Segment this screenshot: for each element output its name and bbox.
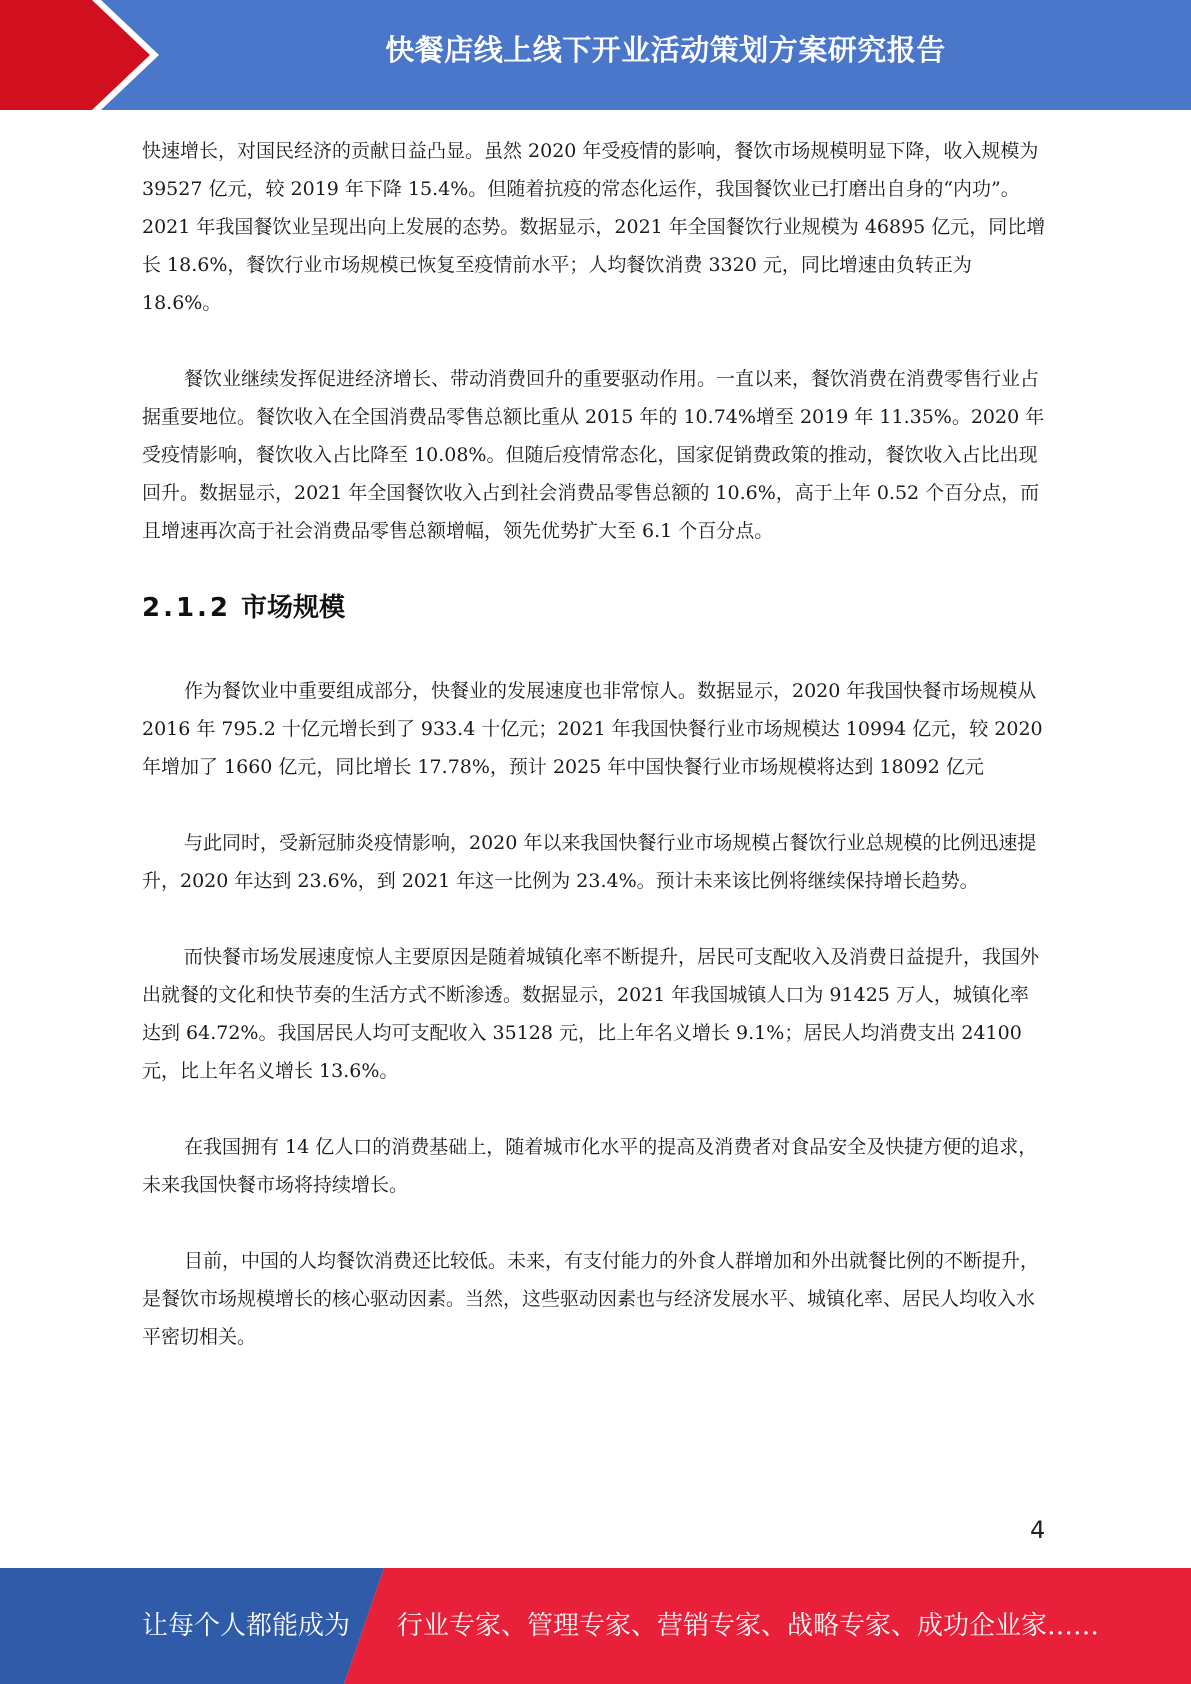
section-number: 2.1.2	[142, 593, 232, 623]
paragraph-text: 目前，中国的人均餐饮消费还比较低。未来，有支付能力的外食人群增加和外出就餐比例的不断提升，是餐饮市场规模增长的核心驱动因素。当然，这些驱动因素也与经济发展水平、城镇化率、居民人均收入水平密切相关。	[142, 1250, 1040, 1348]
paragraph-text: 快速增长，对国民经济的贡献日益凸显。虽然 2020 年受疫情的影响，餐饮市场规模明显下降，收入规模为 39527 亿元，较 2019 年下降 15.4%。但随着抗疫的常态化运作，我国餐饮业已打磨出自身的“内功”。2021 年我国餐饮业呈现出向上发展的态势。数据显示，2021 年全国餐饮行业规模为 46895 亿元，同比增长 18.6%，餐饮行业市场规模已恢复至疫情前水平；人均餐饮消费 3320 元，同比增速由负转正为 18.6%。	[142, 140, 1046, 314]
paragraph-text: 餐饮业继续发挥促进经济增长、带动消费回升的重要驱动作用。一直以来，餐饮消费在消费零售行业占据重要地位。餐饮收入在全国消费品零售总额比重从 2015 年的 10.74%增至 2019 年 11.35%。2020 年受疫情影响，餐饮收入占比降至 10.08%。但随后疫情常态化，国家促销费政策的推动，餐饮收入占比出现回升。数据显示，2021 年全国餐饮收入占到社会消费品零售总额的 10.6%，高于上年 0.52 个百分点，而且增速再次高于社会消费品零售总额增幅，领先优势扩大至 6.1 个百分点。	[142, 368, 1045, 542]
paragraph-text: 在我国拥有 14 亿人口的消费基础上，随着城市化水平的提高及消费者对食品安全及快捷方便的追求，未来我国快餐市场将持续增长。	[142, 1136, 1038, 1196]
page-footer	[0, 1568, 1191, 1684]
paragraph-text: 作为餐饮业中重要组成部分，快餐业的发展速度也非常惊人。数据显示，2020 年我国快餐市场规模从 2016 年 795.2 十亿元增长到了 933.4 十亿元；2021 年我国快餐行业市场规模达 10994 亿元，较 2020 年增加了 1660 亿元，同比增长 17.78%，预计 2025 年中国快餐行业市场规模将达到 18092 亿元	[142, 680, 1043, 778]
section-paragraph-4	[142, 1128, 1047, 1204]
section-heading	[142, 588, 1047, 628]
header-title: 快餐店线上线下开业活动策划方案研究报告	[385, 33, 946, 67]
page-number: 4	[1030, 1516, 1046, 1544]
intro-paragraph-1	[142, 132, 1047, 322]
intro-paragraph-2	[142, 360, 1047, 550]
footer-slogan-left: 让每个人都能成为	[142, 1611, 351, 1641]
paragraph-text: 而快餐市场发展速度惊人主要原因是随着城镇化率不断提升，居民可支配收入及消费日益提升，我国外出就餐的文化和快节奏的生活方式不断渗透。数据显示，2021 年我国城镇人口为 91425 万人，城镇化率达到 64.72%。我国居民人均可支配收入 35128 元，比上年名义增长 9.1%；居民人均消费支出 24100 元，比上年名义增长 13.6%。	[142, 946, 1040, 1082]
section-paragraph-2	[142, 824, 1047, 900]
footer-slogan-right: 行业专家、管理专家、营销专家、战略专家、成功企业家……	[397, 1611, 1100, 1641]
section-paragraph-3	[142, 938, 1047, 1090]
section-title: 市场规模	[241, 593, 346, 623]
page-header	[0, 0, 1191, 110]
section-paragraph-1	[142, 672, 1047, 786]
paragraph-text: 与此同时，受新冠肺炎疫情影响，2020 年以来我国快餐行业市场规模占餐饮行业总规模的比例迅速提升，2020 年达到 23.6%，到 2021 年这一比例为 23.4%。预计未来该比例将继续保持增长趋势。	[142, 832, 1037, 892]
section-paragraph-5	[142, 1242, 1047, 1356]
document-body	[142, 132, 1047, 1394]
